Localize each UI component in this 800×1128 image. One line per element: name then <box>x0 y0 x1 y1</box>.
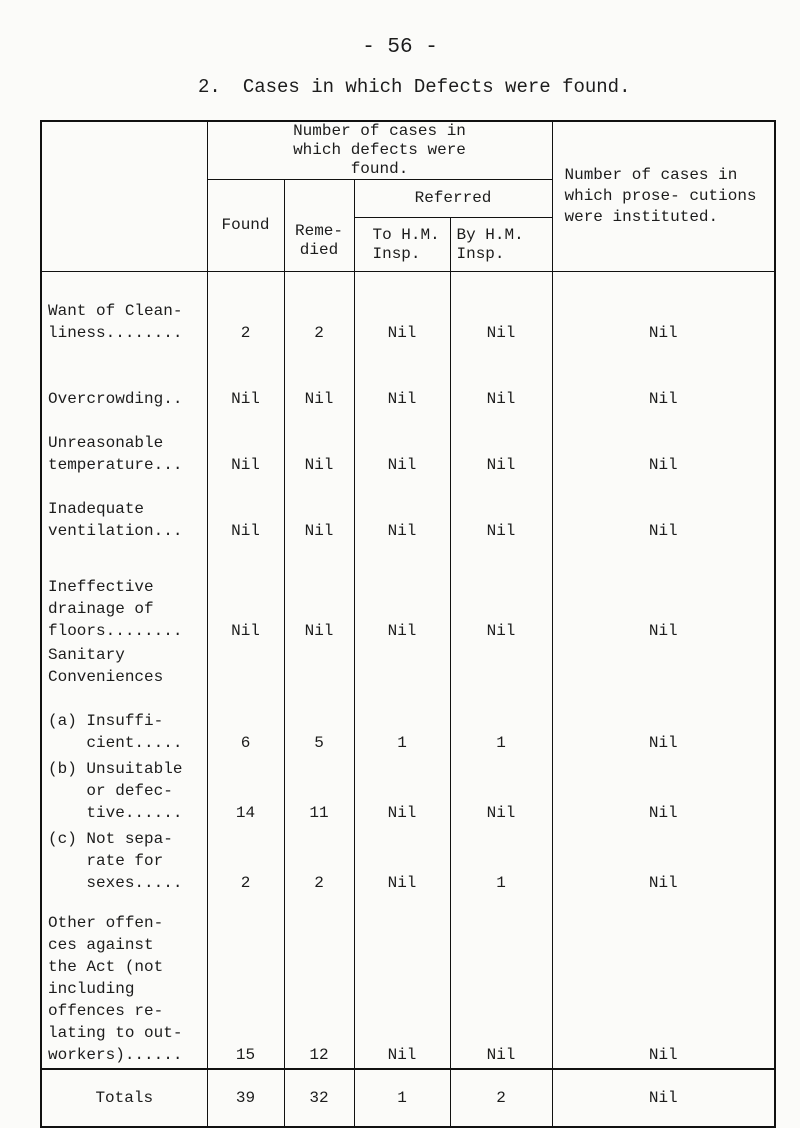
totals-to-hm: 1 <box>354 1069 450 1127</box>
found-cell: 6 <box>207 644 284 756</box>
row-label: Ineffective drainage of floors........ <box>41 544 207 644</box>
defects-table <box>40 120 776 1128</box>
prosecutions-cell: Nil <box>552 896 775 1069</box>
prosecutions-header: Number of cases in which prose- cutions were instituted. <box>552 121 775 272</box>
defects-table-frame <box>40 120 776 1128</box>
row-label: Unreasonable temperature... <box>41 412 207 478</box>
to-hm-cell: Nil <box>354 756 450 826</box>
to-hm-cell: Nil <box>354 896 450 1069</box>
to-hm-insp-header: To H.M. Insp. <box>354 218 450 272</box>
found-cell: Nil <box>207 412 284 478</box>
prosecutions-cell: Nil <box>552 478 775 544</box>
remedied-cell: Nil <box>284 544 354 644</box>
remedied-cell: 12 <box>284 896 354 1069</box>
section-title: Cases in which Defects were found. <box>242 76 631 98</box>
remedied-cell: 2 <box>284 826 354 896</box>
prosecutions-cell: Nil <box>552 544 775 644</box>
by-hm-cell: Nil <box>450 896 552 1069</box>
totals-row <box>41 1069 775 1127</box>
found-header: Found <box>207 180 284 272</box>
table-row <box>41 478 775 544</box>
by-hm-cell: Nil <box>450 478 552 544</box>
by-hm-cell: Nil <box>450 346 552 412</box>
by-hm-cell: 1 <box>450 826 552 896</box>
totals-prosecutions: Nil <box>552 1069 775 1127</box>
to-hm-cell: Nil <box>354 478 450 544</box>
found-cell: 2 <box>207 272 284 347</box>
by-hm-cell: Nil <box>450 756 552 826</box>
found-cell: 2 <box>207 826 284 896</box>
section-heading <box>198 76 630 98</box>
to-hm-cell: Nil <box>354 412 450 478</box>
to-hm-cell: Nil <box>354 826 450 896</box>
row-label: (b) Unsuitable or defec- tive...... <box>41 756 207 826</box>
remedied-cell: Nil <box>284 478 354 544</box>
row-label: (c) Not sepa- rate for sexes..... <box>41 826 207 896</box>
row-label: Inadequate ventilation... <box>41 478 207 544</box>
prosecutions-cell: Nil <box>552 826 775 896</box>
table-row <box>41 346 775 412</box>
table-row <box>41 756 775 826</box>
found-cell: 15 <box>207 896 284 1069</box>
group-header: Number of cases in which defects were found. <box>207 121 552 180</box>
remedied-cell: Nil <box>284 412 354 478</box>
row-label: Want of Clean- liness........ <box>41 272 207 347</box>
remedied-cell: 11 <box>284 756 354 826</box>
prosecutions-cell: Nil <box>552 412 775 478</box>
by-hm-cell: Nil <box>450 412 552 478</box>
row-label: Overcrowding.. <box>41 346 207 412</box>
totals-found: 39 <box>207 1069 284 1127</box>
totals-remedied: 32 <box>284 1069 354 1127</box>
found-cell: 14 <box>207 756 284 826</box>
table-row <box>41 826 775 896</box>
found-cell: Nil <box>207 346 284 412</box>
remedied-cell: 2 <box>284 272 354 347</box>
by-hm-cell: 1 <box>450 644 552 756</box>
table-row <box>41 896 775 1069</box>
category-header-cell <box>41 121 207 272</box>
totals-by-hm: 2 <box>450 1069 552 1127</box>
remedied-header: Reme- died <box>284 180 354 272</box>
remedied-cell: Nil <box>284 346 354 412</box>
referred-header: Referred <box>354 180 552 218</box>
by-hm-cell: Nil <box>450 544 552 644</box>
to-hm-cell: Nil <box>354 346 450 412</box>
prosecutions-cell: Nil <box>552 756 775 826</box>
to-hm-cell: Nil <box>354 272 450 347</box>
by-hm-cell: Nil <box>450 272 552 347</box>
row-label: Other offen- ces against the Act (not including offences re- lating to out- workers)...... <box>41 896 207 1069</box>
section-number: 2. <box>198 76 221 98</box>
prosecutions-cell: Nil <box>552 272 775 347</box>
table-row <box>41 644 775 756</box>
found-cell: Nil <box>207 478 284 544</box>
totals-label: Totals <box>41 1069 207 1127</box>
prosecutions-cell: Nil <box>552 644 775 756</box>
remedied-cell: 5 <box>284 644 354 756</box>
to-hm-cell: Nil <box>354 544 450 644</box>
page-number: - 56 - <box>362 36 438 59</box>
table-row <box>41 272 775 347</box>
by-hm-insp-header: By H.M. Insp. <box>450 218 552 272</box>
table-row <box>41 412 775 478</box>
row-label: Sanitary Conveniences (a) Insuffi- cient..... <box>41 644 207 756</box>
prosecutions-cell: Nil <box>552 346 775 412</box>
table-row <box>41 544 775 644</box>
to-hm-cell: 1 <box>354 644 450 756</box>
found-cell: Nil <box>207 544 284 644</box>
